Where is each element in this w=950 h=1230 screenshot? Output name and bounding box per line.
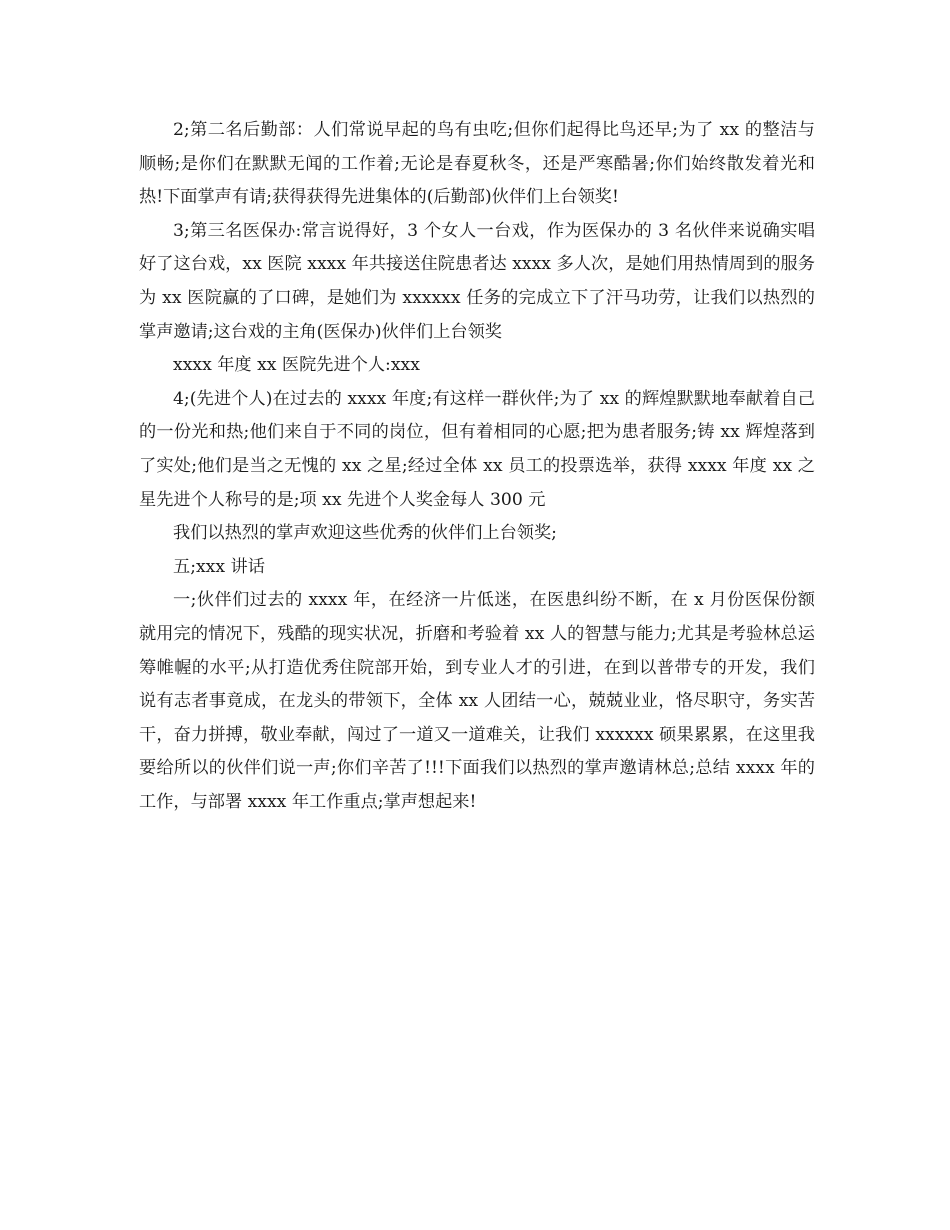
document-body <box>139 114 815 819</box>
paragraph-advanced-individual-award: 4;(先进个人)在过去的 xxxx 年度;有这样一群伙伴;为了 xx 的辉煌默默地奉献着自己的一份光和热;他们来自于不同的岗位，但有着相同的心愿;把为患者服务;铸 xx 辉煌落到了实处;他们是当之无愧的 xx 之星;经过全体 xx 员工的投票选举，获得 xxxx 年度 xx 之星先进个人称号的是;项 xx 先进个人奖金每人 300 元 <box>139 388 815 510</box>
paragraph-medical-insurance-award: 3;第三名医保办:常言说得好，3 个女人一台戏，作为医保办的 3 名伙伴来说确实唱好了这台戏，xx 医院 xxxx 年共接送住院患者达 xxxx 多人次，是她们用热情周到的服务为 xx 医院赢的了口碑，是她们为 xxxxxx 任务的完成立下了汗马功劳，让我们以热烈的掌声邀请;这台戏的主角(医保办)伙伴们上台领奖 <box>139 220 815 342</box>
paragraph-advanced-individual-heading: xxxx 年度 xx 医院先进个人:xxx <box>173 355 420 376</box>
paragraph-section-five-speech: 五;xxx 讲话 <box>173 556 265 577</box>
paragraph-year-review-speech: 一;伙伴们过去的 xxxx 年，在经济一片低迷，在医患纠纷不断，在 x 月份医保份额就用完的情况下，残酷的现实状况，折磨和考验着 xx 人的智慧与能力;尤其是考验林总运筹帷幄的水平;从打造优秀住院部开始，到专业人才的引进，在到以普带专的开发，我们说有志者事竟成，在龙头的带领下，全体 xx 人团结一心，兢兢业业，恪尽职守，务实苦干，奋力拼搏，敬业奉献，闯过了一道又一道难关，让我们 xxxxxx 硕果累累，在这里我要给所以的伙伴们说一声;你们辛苦了!!!下面我们以热烈的掌声邀请林总;总结 xxxx 年的工作，与部署 xxxx 年工作重点;掌声想起来! <box>139 590 815 812</box>
paragraph-logistics-award: 2;第二名后勤部：人们常说早起的鸟有虫吃;但你们起得比鸟还早;为了 xx 的整洁与顺畅;是你们在默默无闻的工作着;无论是春夏秋冬，还是严寒酷暑;你们始终散发着光和热!下面掌声有请;获得获得先进集体的(后勤部)伙伴们上台领奖! <box>139 120 815 208</box>
paragraph-welcome-applause: 我们以热烈的掌声欢迎这些优秀的伙伴们上台领奖; <box>173 523 557 544</box>
